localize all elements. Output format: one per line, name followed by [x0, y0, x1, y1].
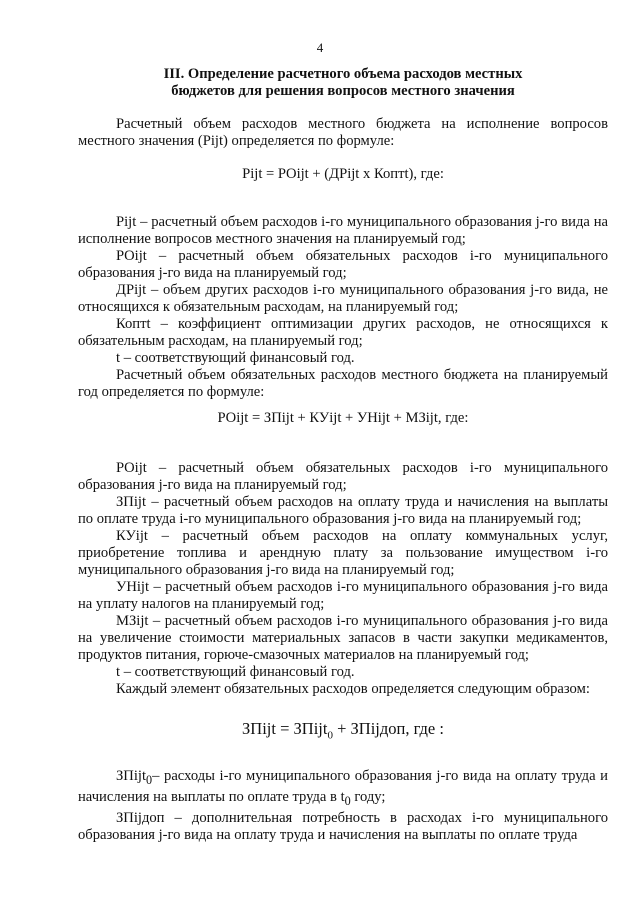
formula-text: ЗПijt = ЗПijt$_0$ + ЗПijдоп, где : — [242, 719, 444, 742]
definition-item: УНijt – расчетный объем расходов i-го муниципального образования j-го вида на уплату налогов на планируемый год; — [78, 579, 608, 612]
paragraph: Каждый элемент обязательных расходов определяется следующим образом: — [116, 681, 590, 697]
formula-text: POijt = ЗПijt + КУijt + УНijt + МЗijt, где: — [217, 410, 469, 426]
definition-item: МЗijt – расчетный объем расходов i-го муниципального образования j-го вида на увеличение стоимости материальных запасов в части закупки медикаментов, продуктов питания, горюче-смазочных материалов на планируемый год; — [78, 613, 608, 663]
formula-3 — [78, 720, 608, 744]
definition-item: КУijt – расчетный объем расходов на оплату коммунальных услуг, приобретение топлива и арендную плату за пользование имуществом i-го муниципального образования j-го вида на планируемый год; — [78, 528, 608, 578]
section-title — [78, 66, 608, 100]
intro-paragraph-1 — [78, 116, 608, 150]
formula-text: Pijt = POijt + (ДPijt х Коптt), где: — [242, 166, 444, 182]
definitions-2 — [78, 460, 608, 698]
formula-2 — [78, 410, 608, 427]
formula-1 — [78, 166, 608, 183]
definition-item: t – соответствующий финансовый год. — [116, 664, 355, 680]
definitions-1 — [78, 214, 608, 401]
definition-item: ЗПijt$_0$– расходы i-го муниципального образования j-го вида на оплату труда и начисления на выплаты по оплате труда в $t_0$ году; — [78, 768, 608, 808]
definition-item: POijt – расчетный объем обязательных расходов i-го муниципального образования j-го вида на планируемый год; — [78, 460, 608, 493]
paragraph: Расчетный объем обязательных расходов местного бюджета на планируемый год определяется по формуле: — [78, 367, 608, 400]
page-number: 4 — [316, 40, 324, 55]
definition-item: t – соответствующий финансовый год. — [116, 350, 355, 366]
definitions-3 — [78, 768, 608, 844]
definition-item: ДPijt – объем других расходов i-го муниципального образования j-го вида, не относящихся к обязательным расходам, на планируемый год; — [78, 282, 608, 315]
definition-item: Pijt – расчетный объем расходов i-го муниципального образования j-го вида на исполнение вопросов местного значения на планируемый год; — [78, 214, 608, 247]
title-line-2: бюджетов для решения вопросов местного значения — [171, 83, 515, 99]
definition-item: ЗПijt – расчетный объем расходов на оплату труда и начисления на выплаты по оплате труда i-го муниципального образования j-го вида на планируемый год; — [78, 494, 608, 527]
title-line-1: III. Определение расчетного объема расходов местных — [163, 66, 523, 82]
paragraph: Расчетный объем расходов местного бюджета на исполнение вопросов местного значения (Pijt) определяется по формуле: — [78, 116, 608, 149]
definition-item: Коптt – коэффициент оптимизации других расходов, не относящихся к обязательным расходам, на планируемый год; — [78, 316, 608, 349]
definition-item: POijt – расчетный объем обязательных расходов i-го муниципального образования j-го вида на планируемый год; — [78, 248, 608, 281]
definition-item: ЗПijдоп – дополнительная потребность в расходах i-го муниципального образования j-го вида на оплату труда и начисления на выплаты по оплате труда — [78, 809, 608, 843]
